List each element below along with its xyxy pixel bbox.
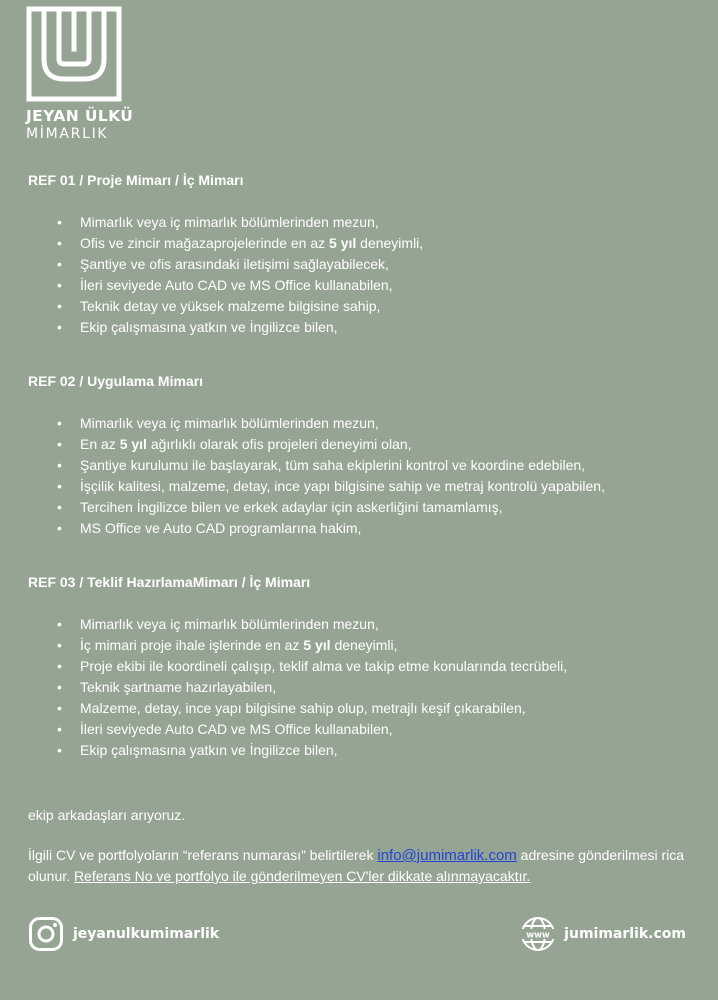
instagram-handle: jeyanulkumimarlik	[73, 926, 220, 942]
requirements-list	[28, 212, 714, 338]
application-info	[28, 845, 714, 886]
list-item: • Mimarlık veya iç mimarlık bölümlerinden mezun,	[28, 614, 714, 635]
list-item: • Teknik detay ve yüksek malzeme bilgisine sahip,	[28, 296, 714, 317]
svg-text:www: www	[526, 930, 550, 941]
website-url: jumimarlik.com	[564, 926, 686, 942]
website-link[interactable]	[520, 916, 686, 952]
list-item: • Teknik şartname hazırlayabilen,	[28, 677, 714, 698]
brand-subtitle: MİMARLIK	[26, 126, 109, 142]
requirements-list	[28, 413, 714, 539]
logo-mark-icon	[26, 6, 122, 102]
list-item: • Şantiye kurulumu ile başlayarak, tüm saha ekiplerini kontrol ve koordine edebilen,	[28, 455, 714, 476]
list-item: • En az 5 yıl ağırlıklı olarak ofis projeleri deneyimi olan,	[28, 434, 714, 455]
list-item: • Ekip çalışmasına yatkın ve İngilizce bilen,	[28, 317, 714, 338]
list-item: • Mimarlık veya iç mimarlık bölümlerinden mezun,	[28, 413, 714, 434]
list-item: • Mimarlık veya iç mimarlık bölümlerinden mezun,	[28, 212, 714, 233]
list-item: • Tercihen İngilizce bilen ve erkek adaylar için askerliğini tamamlamış,	[28, 497, 714, 518]
notice-text: Referans No ve portfolyo ile gönderilmeyen CV'ler dikkate alınmayacaktır.	[73, 868, 531, 884]
section-title: REF 03 / Teklif HazırlamaMimarı / İç Mimarı	[28, 574, 311, 590]
requirements-list	[28, 614, 714, 761]
closing-text: ekip arkadaşları arıyoruz.	[28, 807, 186, 823]
ref-section-3	[28, 572, 714, 761]
list-item: • Malzeme, detay, ince yapı bilgisine sahip olup, metrajlı keşif çıkarabilen,	[28, 698, 714, 719]
email-link[interactable]: info@jumimarlik.com	[377, 847, 517, 864]
ref-section-2	[28, 371, 714, 539]
list-item: • Ofis ve zincir mağazaprojelerinde en az 5 yıl deneyimli,	[28, 233, 714, 254]
section-title: REF 02 / Uygulama Mimarı	[28, 373, 204, 389]
list-item: • Şantiye ve ofis arasındaki iletişimi sağlayabilecek,	[28, 254, 714, 275]
list-item: • Ekip çalışmasına yatkın ve İngilizce bilen,	[28, 740, 714, 761]
instagram-link[interactable]	[28, 916, 219, 952]
list-item: • İleri seviyede Auto CAD ve MS Office kullanabilen,	[28, 719, 714, 740]
company-logo	[26, 6, 134, 142]
list-item: • Proje ekibi ile koordineli çalışıp, teklif alma ve takip etme konularında tecrübeli,	[28, 656, 714, 677]
ref-section-1	[28, 170, 714, 338]
list-item: • İşçilik kalitesi, malzeme, detay, ince yapı bilgisine sahip ve metraj kontrolü yapabilen,	[28, 476, 714, 497]
list-item: • MS Office ve Auto CAD programlarına hakim,	[28, 518, 714, 539]
info-text-after: adresine gönderilmesi rica olunur.	[28, 847, 685, 884]
globe-icon	[520, 916, 556, 952]
list-item: • İleri seviyede Auto CAD ve MS Office kullanabilen,	[28, 275, 714, 296]
brand-name: JEYAN ÜLKÜ	[26, 107, 134, 125]
list-item: • İç mimari proje ihale işlerinde en az 5 yıl deneyimli,	[28, 635, 714, 656]
instagram-icon	[28, 916, 64, 952]
job-listing	[28, 170, 714, 886]
section-title: REF 01 / Proje Mimarı / İç Mimarı	[28, 172, 244, 188]
info-text-before: İlgili CV ve portfolyoların “referans numarası” belirtilerek	[28, 847, 378, 863]
